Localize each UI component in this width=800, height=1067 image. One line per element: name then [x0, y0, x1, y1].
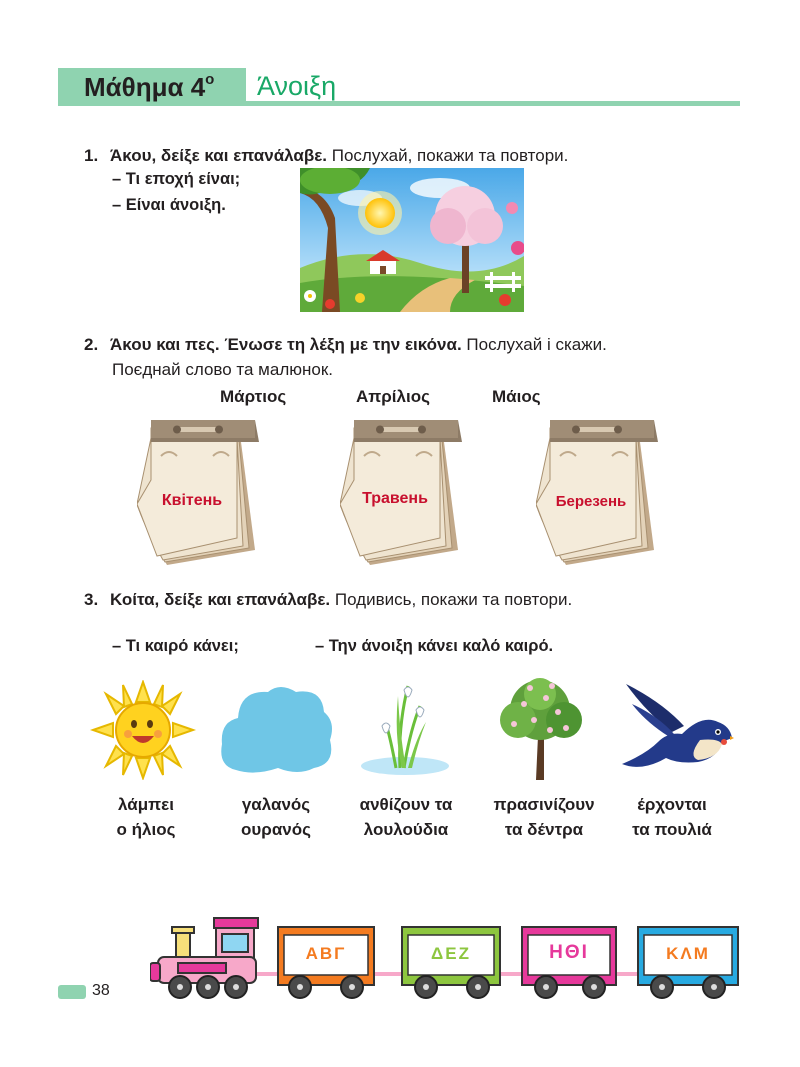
exercise-2-number: 2.	[84, 335, 99, 354]
caption-trees: πρασινίζουν τα δέντρα	[493, 795, 595, 839]
train-car-letters-2: ΔΕΖ	[431, 944, 471, 963]
caption-sky: γαλανός ουρανός	[241, 795, 311, 839]
exercise-1-number: 1.	[84, 146, 99, 165]
page-number-tab	[58, 985, 86, 999]
tree-icon	[494, 676, 586, 782]
alphabet-train	[150, 915, 742, 1005]
caption-flowers: ανθίζουν τα λουλούδια	[359, 795, 453, 839]
exercise-1-answer: – Είναι άνοιξη.	[112, 196, 226, 214]
cloud-icon	[218, 682, 336, 776]
caption-sun: λάμπει ο ήλιος	[116, 795, 176, 839]
month-april: Απρίλιος	[356, 387, 430, 406]
exercise-3-answer: – Την άνοιξη κάνει καλό καιρό.	[315, 637, 554, 655]
lesson-label: Μάθημα $4^o$	[84, 71, 215, 102]
spring-landscape-image	[300, 168, 524, 312]
month-march: Μάρτιος	[220, 387, 287, 406]
exercise-3-question: – Τι καιρό κάνει;	[112, 637, 239, 655]
lesson-header	[58, 68, 740, 108]
exercise-2-instruction: Άκου και πες. Ένωσε τη λέξη με την εικόνα. Послухай і скажи.	[110, 335, 607, 354]
exercise-1-question: – Τι εποχή είναι;	[112, 170, 241, 188]
calendar-card	[536, 420, 658, 565]
month-may: Μάιος	[492, 387, 541, 406]
train-car-letters-1: ΑΒΓ	[305, 944, 347, 963]
exercise-3-instruction: Κοίτα, δείξε και επανάλαβε. Подивись, покажи та повтори.	[110, 590, 573, 609]
exercise-3-number: 3.	[84, 590, 99, 609]
exercise-2-instruction-line2: Поєднай слово та малюнок.	[112, 360, 333, 379]
swallow-icon	[622, 682, 734, 774]
calendar-card	[137, 420, 259, 565]
caption-birds: έρχονται τα πουλιά	[632, 795, 712, 839]
exercise-1-instruction: Άκου, δείξε και επανάλαβε. Послухай, покажи та повтори.	[110, 146, 569, 165]
calendar-card	[340, 420, 462, 565]
calendar-word-traven: Травень	[362, 490, 428, 507]
sun-icon	[88, 680, 198, 780]
calendar-word-kviten: Квітень	[161, 492, 223, 509]
page-number: 38	[92, 982, 110, 999]
lesson-label-box	[58, 68, 246, 106]
train-car-letters-3: ΗΘΙ	[549, 942, 589, 963]
lesson-title: Άνοιξη	[257, 71, 337, 101]
train-car-letters-4: ΚΛΜ	[666, 944, 710, 963]
snowdrop-icon	[360, 676, 450, 776]
calendar-word-berezen: Березень	[555, 493, 627, 510]
